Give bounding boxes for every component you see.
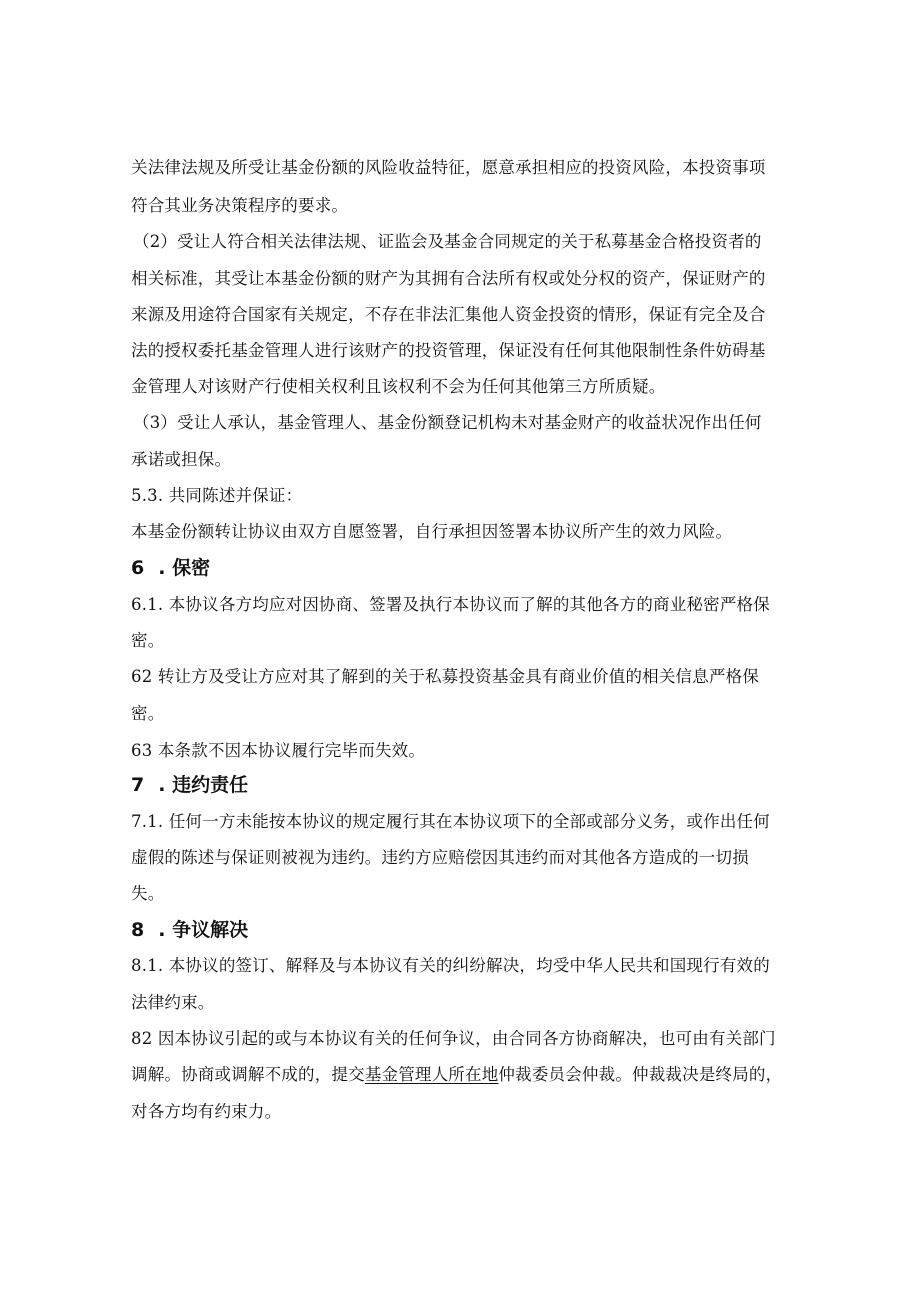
clause-2-line: 法的授权委托基金管理人进行该财产的投资管理，保证没有任何其他限制性条件妨碍基 — [131, 341, 766, 360]
section-8-heading — [131, 917, 248, 943]
clause-2-line: 金管理人对该财产行使相关权利且该权利不会为任何其他第三方所质疑。 — [131, 377, 666, 396]
section-number: 7 — [131, 774, 145, 796]
clause-text: 调解。协商或调解不成的，提交 — [131, 1065, 365, 1084]
clause-5-3-heading: 5.3. 共同陈述并保证： — [131, 486, 303, 505]
underlined-arbitration-place: 基金管理人所在地 — [364, 1065, 499, 1084]
section-6-heading — [131, 555, 210, 581]
paragraph-line: 符合其业务决策程序的要求。 — [131, 196, 349, 215]
clause-8-1-line: 8.1. 本协议的签订、解释及与本协议有关的纠纷解决，均受中华人民共和国现行有效的 — [131, 956, 770, 975]
clause-8-1-line: 法律约束。 — [131, 993, 215, 1012]
clause-2-line: （2）受让人符合相关法律法规、证监会及基金合同规定的关于私募基金合格投资者的 — [133, 232, 762, 251]
clause-2-line: 来源及用途符合国家有关规定，不存在非法汇集他人资金投资的情形，保证有完全及合 — [131, 305, 766, 324]
clause-6-1-line: 6.1. 本协议各方均应对因协商、签署及执行本协议而了解的其他各方的商业秘密严格保 — [131, 595, 770, 614]
clause-6-3-line: 63 本条款不因本协议履行完毕而失效。 — [131, 741, 426, 760]
section-title: . 争议解决 — [158, 919, 249, 941]
clause-6-1-line: 密。 — [131, 631, 165, 650]
section-number: 8 — [131, 919, 145, 941]
clause-3-line: （3）受让人承认，基金管理人、基金份额登记机构未对基金财产的收益状况作出任何 — [133, 413, 762, 432]
clause-6-2-line: 密。 — [131, 704, 165, 723]
paragraph-line: 关法律法规及所受让基金份额的风险收益特征，愿意承担相应的投资风险，本投资事项 — [131, 158, 766, 177]
clause-7-1-line: 虚假的陈述与保证则被视为违约。违约方应赔偿因其违约而对其他各方造成的一切损 — [131, 848, 749, 867]
clause-6-2-line: 62 转让方及受让方应对其了解到的关于私募投资基金具有商业价值的相关信息严格保 — [131, 667, 760, 686]
clause-7-1-line: 失。 — [131, 884, 165, 903]
clause-7-1-line: 7.1. 任何一方未能按本协议的规定履行其在本协议项下的全部或部分义务，或作出任何 — [131, 812, 770, 831]
clause-text: 仲裁委员会仲裁。仲裁裁决是终局的， — [498, 1065, 783, 1084]
clause-8-2-line — [131, 1064, 782, 1086]
section-title: . 违约责任 — [158, 774, 249, 796]
clause-8-2-line: 对各方均有约束力。 — [131, 1102, 282, 1121]
section-title: . 保密 — [158, 557, 211, 579]
clause-8-2-line: 82 因本协议引起的或与本协议有关的任何争议，由合同各方协商解决，也可由有关部门 — [131, 1029, 776, 1048]
section-7-heading — [131, 772, 248, 798]
clause-2-line: 相关标准，其受让本基金份额的财产为其拥有合法所有权或处分权的资产，保证财产的 — [131, 269, 766, 288]
section-number: 6 — [131, 557, 145, 579]
clause-3-line: 承诺或担保。 — [131, 450, 232, 469]
clause-5-3-body: 本基金份额转让协议由双方自愿签署，自行承担因签署本协议所产生的效力风险。 — [131, 522, 733, 541]
